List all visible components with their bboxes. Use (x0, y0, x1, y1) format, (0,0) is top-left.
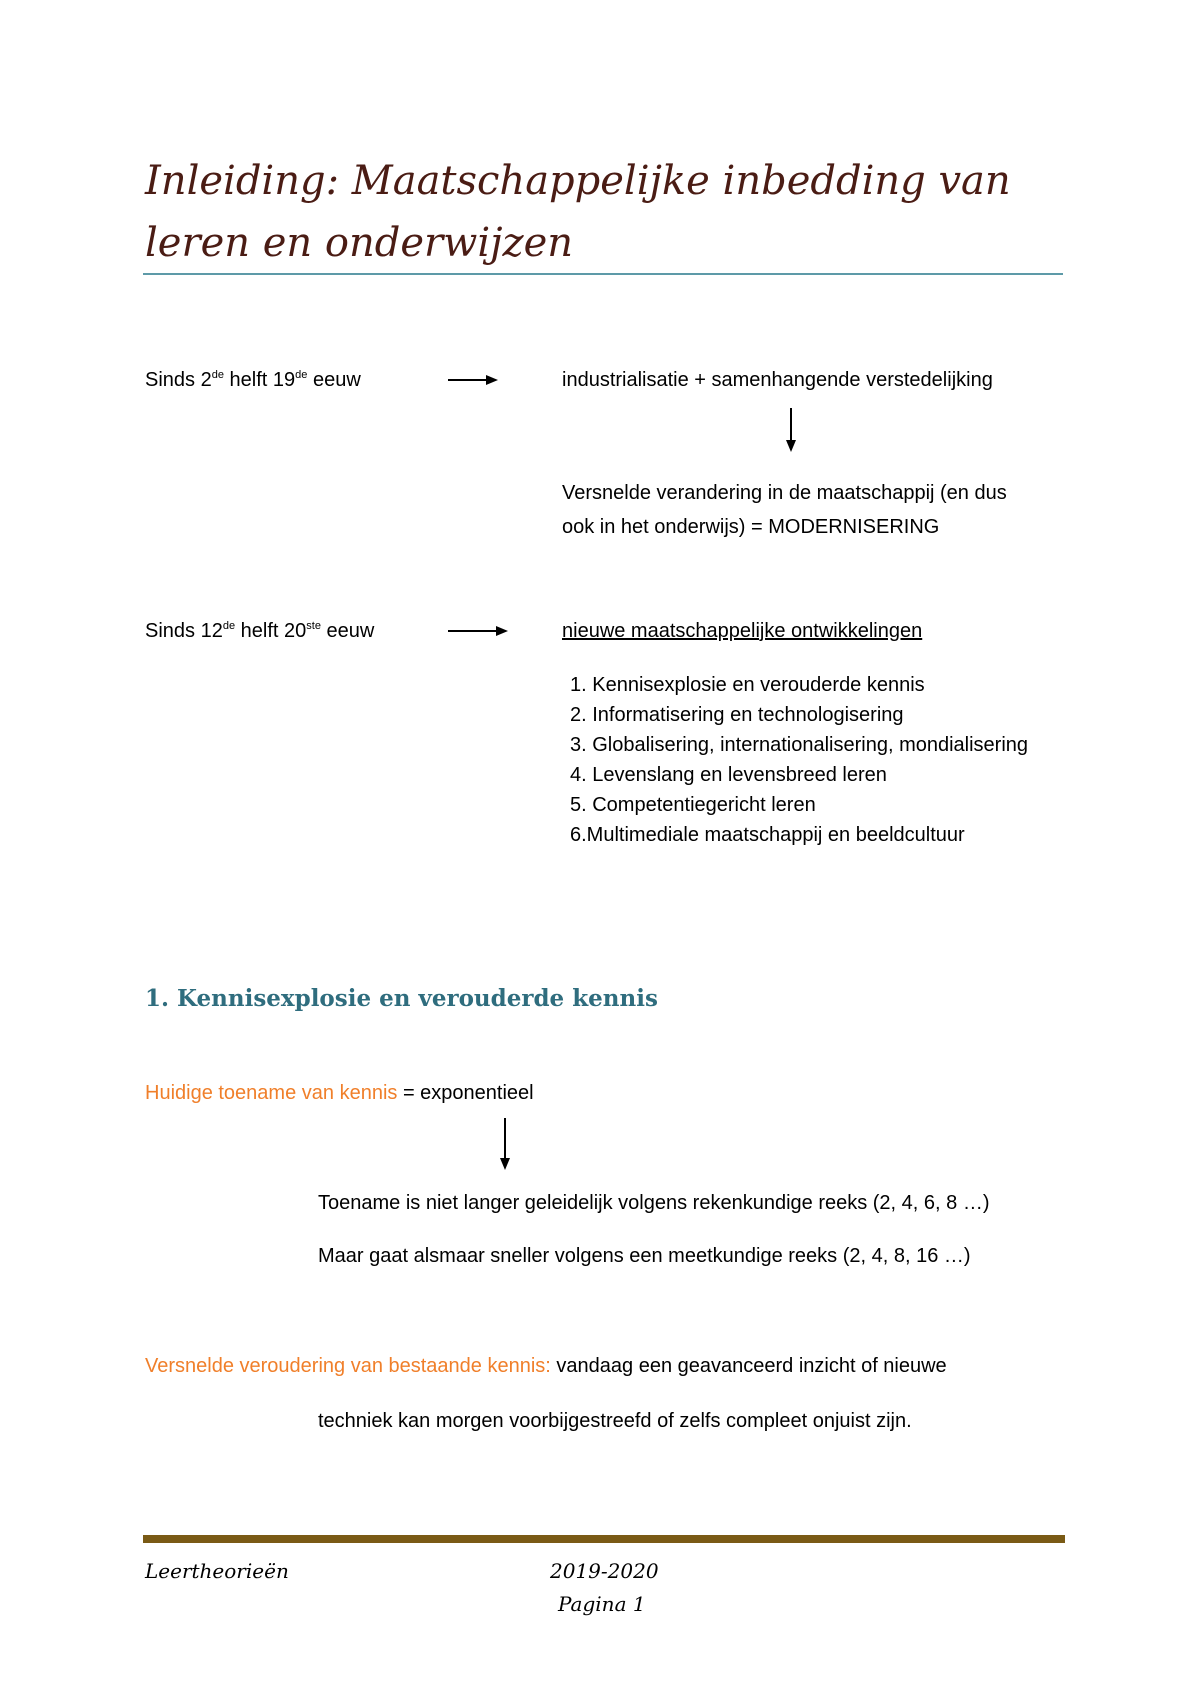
knowledge-aging-line (145, 1353, 947, 1379)
list-item: 2. Informatisering en technologisering (570, 704, 904, 726)
section-heading: 1. Kennisexplosie en verouderde kennis (145, 985, 658, 1012)
footer-page-number: Pagina 1 (558, 1592, 646, 1616)
modernisation-text (562, 476, 1007, 544)
ordinal-suffix: de (295, 369, 308, 381)
arithmetic-series-line: Toename is niet langer geleidelijk volgens rekenkundige reeks (2, 4, 6, 8 …) (318, 1192, 990, 1214)
footer-year: 2019-2020 (550, 1559, 659, 1583)
period-text: eeuw (320, 620, 375, 642)
geometric-series-line: Maar gaat alsmaar sneller volgens een meetkundige reeks (2, 4, 8, 16 …) (318, 1245, 971, 1267)
highlight-label: Versnelde veroudering van bestaande kennis: (145, 1355, 551, 1377)
period-text: helft 19 (223, 369, 296, 391)
growth-value: = exponentieel (397, 1082, 534, 1104)
period-text: helft 20 (235, 620, 307, 642)
list-item: 4. Levenslang en levensbreed leren (570, 764, 887, 786)
list-item: 6.Multimediale maatschappij en beeldcultuur (570, 824, 965, 846)
period-text: Sinds 12 (145, 620, 223, 642)
period-19th-century (145, 367, 361, 393)
title-divider (143, 273, 1063, 275)
list-item: 1. Kennisexplosie en verouderde kennis (570, 674, 925, 696)
aging-text: vandaag een geavanceerd inzicht of nieuwe (550, 1355, 947, 1377)
industrialisation-result: industrialisatie + samenhangende verstedelijking (562, 369, 993, 391)
new-developments-heading: nieuwe maatschappelijke ontwikkelingen (562, 620, 923, 642)
page-title: Inleiding: Maatschappelijke inbedding van leren en onderwijzen (145, 158, 1011, 266)
list-item: 3. Globalisering, internationalisering, mondialisering (570, 734, 1029, 756)
down-arrow-icon (497, 1118, 513, 1172)
period-text: eeuw (307, 369, 361, 391)
down-arrow-icon (783, 408, 799, 454)
footer-course: Leertheorieën (145, 1559, 289, 1583)
list-item: 5. Competentiegericht leren (570, 794, 816, 816)
knowledge-growth-line (145, 1080, 534, 1106)
ordinal-suffix: de (222, 620, 236, 632)
period-20th-century (145, 618, 374, 644)
period-text: Sinds 2 (145, 369, 212, 391)
ordinal-suffix: de (211, 369, 224, 381)
aging-text-continued: techniek kan morgen voorbijgestreefd of zelfs compleet onjuist zijn. (318, 1410, 912, 1432)
developments-list (570, 670, 1028, 850)
right-arrow-icon (448, 370, 498, 390)
highlight-label: Huidige toename van kennis (145, 1082, 398, 1104)
modernisation-line: Versnelde verandering in de maatschappij (en dus (562, 482, 1007, 504)
right-arrow-icon (448, 621, 508, 641)
modernisation-line: ook in het onderwijs) = MODERNISERING (562, 516, 940, 538)
ordinal-suffix: ste (306, 620, 321, 632)
footer-divider (143, 1535, 1065, 1543)
